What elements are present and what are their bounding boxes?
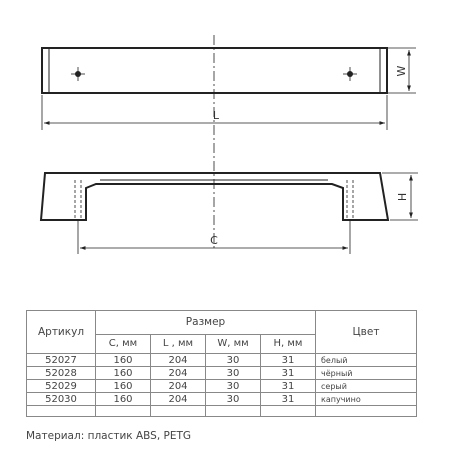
cell-article: 52030	[27, 393, 96, 406]
cell-l: 204	[151, 367, 206, 380]
header-c: С, мм	[96, 334, 151, 353]
header-l: L , мм	[151, 334, 206, 353]
cell-w: 30	[206, 354, 261, 367]
header-h: H, мм	[261, 334, 316, 353]
header-article: Артикул	[27, 311, 96, 354]
cell-color: чёрный	[316, 367, 417, 380]
cell-color: белый	[316, 354, 417, 367]
table-row	[27, 367, 417, 380]
dimension-c-label: C	[210, 234, 218, 247]
mounting-hole-right	[343, 67, 357, 81]
top-view-outline	[42, 48, 387, 93]
cell-c: 160	[96, 380, 151, 393]
header-size: Размер	[96, 311, 316, 335]
cell-w: 30	[206, 367, 261, 380]
cell-article: 52028	[27, 367, 96, 380]
cell-h: 31	[261, 393, 316, 406]
cell-c: 160	[96, 354, 151, 367]
cell-h: 31	[261, 354, 316, 367]
screw-hole-left	[75, 180, 81, 220]
cell-color: капучино	[316, 393, 417, 406]
screw-hole-right	[347, 180, 353, 220]
cell-l: 204	[151, 393, 206, 406]
table-row	[27, 354, 417, 367]
cell-color: серый	[316, 380, 417, 393]
header-color: Цвет	[316, 311, 417, 354]
cell-article: 52029	[27, 380, 96, 393]
specification-table	[26, 310, 417, 417]
cell-article: 52027	[27, 354, 96, 367]
cell-h: 31	[261, 380, 316, 393]
cell-w: 30	[206, 380, 261, 393]
cell-c: 160	[96, 393, 151, 406]
cell-l: 204	[151, 380, 206, 393]
table-row-empty	[27, 406, 417, 417]
dimension-l-label: L	[212, 109, 220, 122]
cell-w: 30	[206, 393, 261, 406]
top-view	[42, 48, 387, 93]
dimension-w-label: W	[395, 65, 408, 77]
dimension-h-label: H	[396, 192, 409, 202]
side-view	[41, 173, 388, 220]
table-row	[27, 380, 417, 393]
table-row	[27, 393, 417, 406]
mounting-hole-left	[71, 67, 85, 81]
cell-h: 31	[261, 367, 316, 380]
material-note: Материал: пластик ABS, PETG	[26, 430, 192, 442]
cell-l: 204	[151, 354, 206, 367]
cell-c: 160	[96, 367, 151, 380]
header-w: W, мм	[206, 334, 261, 353]
